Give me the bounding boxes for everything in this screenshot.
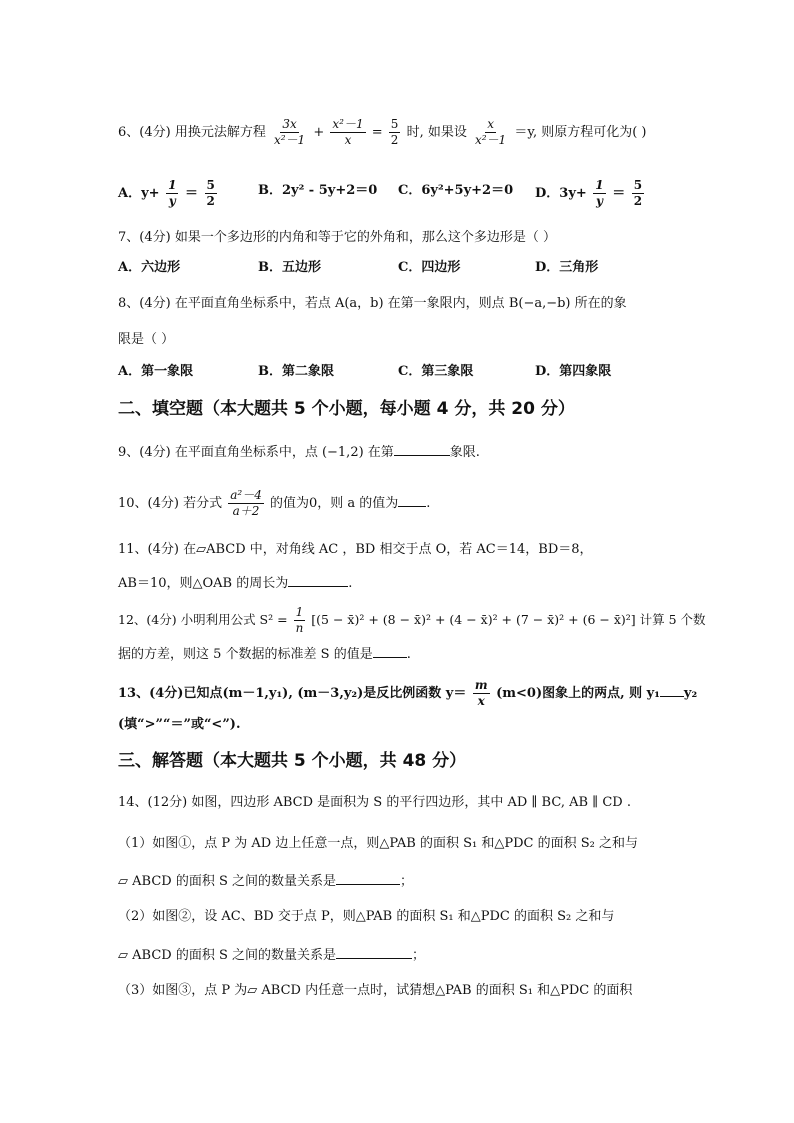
q7-stem: 7、(4分) 如果一个多边形的内角和等于它的外角和，那么这个多边形是（ ） [118, 230, 556, 245]
q8-option-b: B．第二象限 [258, 364, 334, 379]
q11-stem-line2: AB＝10，则△OAB 的周长为 . [118, 572, 352, 594]
q7-option-b: B．五边形 [258, 260, 321, 275]
q14-part2: （2）如图②，设 AC、BD 交于点 P，则△PAB 的面积 S₁ 和△PDC 的面积 S₂ 之和与 [118, 909, 615, 924]
q6-fraction-1: $\frac{3x}{\text{x²－1}}$ [273, 117, 306, 147]
q6-option-c: C．6y²+5y+2＝0 [398, 183, 514, 198]
q14-part1: （1）如图①，点 P 为 AD 边上任意一点，则△PAB 的面积 S₁ 和△PDC 的面积 S₂ 之和与 [118, 836, 638, 851]
q7-option-d: D．三角形 [535, 260, 599, 275]
q8-option-d: D．第四象限 [535, 364, 612, 379]
q6-prefix: 6、(4分) 用换元法解方程 [118, 125, 266, 140]
q13-answer-blank [660, 682, 684, 697]
q14-part3: （3）如图③，点 P 为▱ ABCD 内任意一点时，试猜想△PAB 的面积 S₁ 和△PDC 的面积 [118, 983, 633, 998]
q11-stem-line1: 11、(4分) 在▱ABCD 中，对角线 AC ，BD 相交于点 O，若 AC＝14，BD＝8， [118, 542, 593, 557]
q13-stem-line1: 13、(4分)已知点(m－1,y₁), (m－3,y₂)是反比例函数 y＝ $\frac{m}{x}$ (m<0)图象上的两点, 则 y₁ y₂ [118, 678, 698, 708]
q14-stem-line1: 14、(12分) 如图，四边形 ABCD 是面积为 S 的平行四边形，其中 AD ∥ BC, AB ∥ CD . [118, 795, 631, 810]
q6-stem: 6、(4分) 用换元法解方程 $\frac{3x}{\text{x²－1}}$ + $\frac{\text{x²－1}}{x}$ = $\frac{5}{2}$ 时, 如果设 $\frac{x}{\text{x²－1}}$ ＝y, 则原方程可化为( ) [118, 117, 647, 147]
q8-stem-line1: 8、(4分) 在平面直角坐标系中，若点 A(a，b) 在第一象限内，则点 B(−a,−b) 所在的象 [118, 296, 627, 311]
q6-option-d: D．3y+ $\frac{1}{y}$ ＝ $\frac{5}{2}$ [535, 178, 643, 208]
q14-part2-relation: ▱ ABCD 的面积 S 之间的数量关系是 ； [118, 944, 425, 966]
q11-answer-blank [288, 572, 348, 587]
q7-option-a: A．六边形 [118, 260, 181, 275]
q10-fraction: $\frac{\text{a²－4}}{a+2}$ [230, 488, 262, 518]
q6-option-b: B．2y² - 5y+2＝0 [258, 183, 378, 198]
q14-part1-answer-blank [336, 870, 400, 885]
q12-stem-line2: 据的方差，则这 5 个数据的标准差 S 的值是 . [118, 643, 411, 665]
q6-option-a: A．y+ $\frac{1}{y}$ ＝ $\frac{5}{2}$ [118, 178, 215, 208]
q10-answer-blank [398, 492, 426, 507]
q8-option-c: C．第三象限 [398, 364, 474, 379]
section-2-heading: 二、填空题（本大题共 5 个小题，每小题 4 分，共 20 分） [118, 399, 575, 419]
q10-stem: 10、(4分) 若分式 $\frac{\text{a²－4}}{a+2}$ 的值为0，则 a 的值为 . [118, 488, 431, 518]
q14-part1-relation: ▱ ABCD 的面积 S 之间的数量关系是 ； [118, 870, 413, 892]
q7-option-c: C．四边形 [398, 260, 461, 275]
section-3-heading: 三、解答题（本大题共 5 个小题，共 48 分） [118, 751, 467, 771]
q6-fraction-4: $\frac{x}{\text{x²－1}}$ [474, 117, 507, 147]
q12-stem-line1: 12、(4分) 小明利用公式 S² = $\frac{1}{n}$ [(5 − x̄)² + (8 − x̄)² + (4 − x̄)² + (7 − x̄)² + (6 − x̄)²] 计算 5 个数 [118, 605, 706, 635]
q8-option-a: A．第一象限 [118, 364, 194, 379]
q6-fraction-2: $\frac{\text{x²－1}}{x}$ [332, 117, 364, 147]
q9-stem: 9、(4分) 在平面直角坐标系中，点 (−1,2) 在第 象限. [118, 441, 480, 463]
q6-fraction-3: $\frac{5}{2}$ [390, 117, 399, 147]
q12-answer-blank [373, 643, 407, 658]
q9-answer-blank [394, 441, 450, 456]
q13-stem-line2: (填“>”“＝”或“<”). [118, 717, 241, 732]
q14-part2-answer-blank [336, 944, 412, 959]
q8-stem-line2: 限是（ ） [118, 332, 175, 347]
